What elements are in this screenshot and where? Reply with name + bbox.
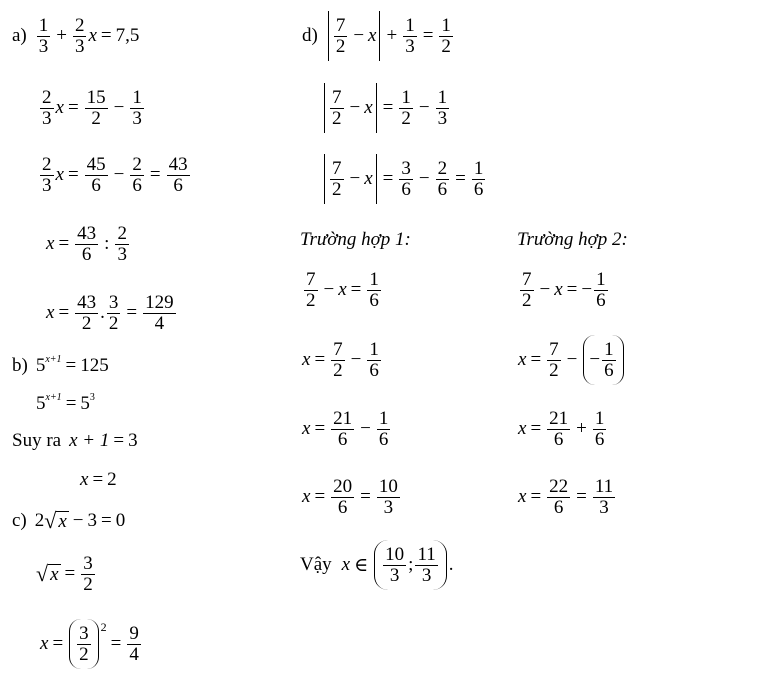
fraction: $\frac{2}{3}$ [117,222,127,265]
fraction: $\frac{11}{3}$ [417,543,436,586]
fraction: $\frac{10}{3}$ [378,475,398,518]
fraction: $\frac{7}{2}$ [333,338,343,381]
absolute-value: $\frac{7}{2}$ − x [328,11,381,61]
parentheses: − $\frac{1}{6}$ [583,335,623,385]
absolute-value: $\frac{7}{2}$ − x [324,154,377,204]
fraction: $\frac{10}{3}$ [385,543,405,586]
a-line-2: $\frac{2}{3}$ x = $\frac{15}{2}$ − $\frac{1}{3}$ [42,86,142,129]
fraction: $\frac{7}{2}$ [335,14,346,57]
fraction: $\frac{7}{2}$ [522,268,532,311]
case-1-heading: Trường hợp 1: [300,229,411,250]
fraction: $\frac{22}{6}$ [549,475,569,518]
fraction: $\frac{11}{3}$ [594,475,614,518]
fraction: $\frac{129}{4}$ [145,291,174,334]
fraction: $\frac{1}{6}$ [596,268,606,311]
label-b: b) [12,355,28,376]
case2-line-4: x = $\frac{22}{6}$ = $\frac{11}{3}$ [518,475,614,518]
fraction: $\frac{7}{2}$ [332,86,342,129]
case2-line-3: x = $\frac{21}{6}$ + $\frac{1}{6}$ [518,407,605,450]
fraction: $\frac{7}{2}$ [549,338,559,381]
fraction: $\frac{2}{3}$ [74,14,85,57]
fraction: $\frac{15}{2}$ [86,86,106,129]
d-line-1: d) $\frac{7}{2}$ − x + $\frac{1}{3}$ = $\frac{1}{2}$ [302,12,455,60]
fraction: $\frac{9}{4}$ [129,622,139,665]
b-line-3: Suy ra x + 1 = 3 [12,430,138,451]
fraction: $\frac{1}{6}$ [378,407,389,450]
parentheses [69,619,99,669]
case-2-heading: Trường hợp 2: [517,229,628,250]
fraction: $\frac{3}{2}$ [79,622,89,665]
c-line-1: c) 2 √ x − 3 = 0 [12,508,126,533]
fraction: $\frac{3}{6}$ [401,157,411,200]
c-line-2: √ x = $\frac{3}{2}$ [36,552,93,595]
a-line-4: x = $\frac{43}{6}$ : $\frac{2}{3}$ [46,222,127,265]
b-line-1: b) 5 $^{x+1}$ = 125 [12,353,109,376]
fraction: $\frac{1}{3}$ [405,14,415,57]
fraction: $\frac{7}{2}$ [332,157,342,200]
fraction: $\frac{2}{3}$ [42,153,52,196]
label-c: c) [12,510,27,531]
fraction: $\frac{1}{3}$ [132,86,142,129]
a-line-3: $\frac{2}{3}$ x = $\frac{45}{6}$ − $\frac{2}{6}$ = $\frac{43}{6}$ [42,153,188,196]
fraction: $\frac{3}{2}$ [108,291,119,334]
fraction: $\frac{1}{6}$ [473,157,484,200]
fraction: $\frac{1}{3}$ [437,86,448,129]
absolute-value: $\frac{7}{2}$ − x [324,83,377,133]
d-conclusion: Vậy x ∈ $\frac{10}{3}$ ; $\frac{11}{3}$ . [300,541,454,589]
fraction: $\frac{1}{6}$ [369,338,379,381]
b-line-2: 5 $^{x+1}$ = 5 $^3$ [36,391,95,414]
fraction: $\frac{2}{6}$ [437,157,448,200]
fraction: $\frac{1}{6}$ [369,268,379,311]
fraction: $\frac{21}{6}$ [549,407,569,450]
case1-line-1: $\frac{7}{2}$ − x = $\frac{1}{6}$ [306,268,379,311]
fraction: $\frac{1}{2}$ [441,14,451,57]
case1-line-2: x = $\frac{7}{2}$ − $\frac{1}{6}$ [302,338,379,381]
fraction: $\frac{45}{6}$ [86,153,106,196]
case2-line-2: x = $\frac{7}{2}$ − − $\frac{1}{6}$ [518,336,626,384]
a-line-1: a) $\frac{1}{3}$ + $\frac{2}{3}$ x = 7,5 [12,14,140,57]
case2-line-1: $\frac{7}{2}$ − x = − $\frac{1}{6}$ [522,268,606,311]
fraction: $\frac{1}{2}$ [401,86,411,129]
label-a: a) [12,25,27,46]
fraction: $\frac{43}{6}$ [168,153,188,196]
case1-line-3: x = $\frac{21}{6}$ − $\frac{1}{6}$ [302,407,389,450]
c-line-3: x = $\frac{3}{2}$ 2 = $\frac{9}{4}$ [40,620,143,668]
set-braces: $\frac{10}{3}$ ; $\frac{11}{3}$ [374,540,447,590]
fraction: $\frac{21}{6}$ [333,407,353,450]
fraction: $\frac{2}{6}$ [132,153,142,196]
fraction: $\frac{1}{3}$ [38,14,49,57]
case1-line-4: x = $\frac{20}{6}$ = $\frac{10}{3}$ [302,475,398,518]
sqrt: √ x [44,508,67,533]
fraction: $\frac{1}{6}$ [604,338,614,381]
label-d: d) [302,25,318,46]
d-line-3: $\frac{7}{2}$ − x = $\frac{3}{6}$ − $\frac{2}{6}$ = $\frac{1}{6}$ [322,155,487,203]
fraction: $\frac{2}{3}$ [42,86,52,129]
fraction: $\frac{20}{6}$ [333,475,353,518]
fraction: $\frac{43}{6}$ [77,222,97,265]
a-line-5: x = $\frac{43}{2}$ . $\frac{3}{2}$ = $\frac{129}{4}$ [46,291,174,334]
fraction: $\frac{7}{2}$ [306,268,316,311]
fraction: $\frac{43}{2}$ [77,291,97,334]
fraction: $\frac{1}{6}$ [594,407,605,450]
sqrt: √ x [36,561,59,586]
fraction: $\frac{3}{2}$ [83,552,93,595]
b-line-4: x = 2 [80,469,117,490]
d-line-2: $\frac{7}{2}$ − x = $\frac{1}{2}$ − $\frac{1}{3}$ [322,84,451,132]
